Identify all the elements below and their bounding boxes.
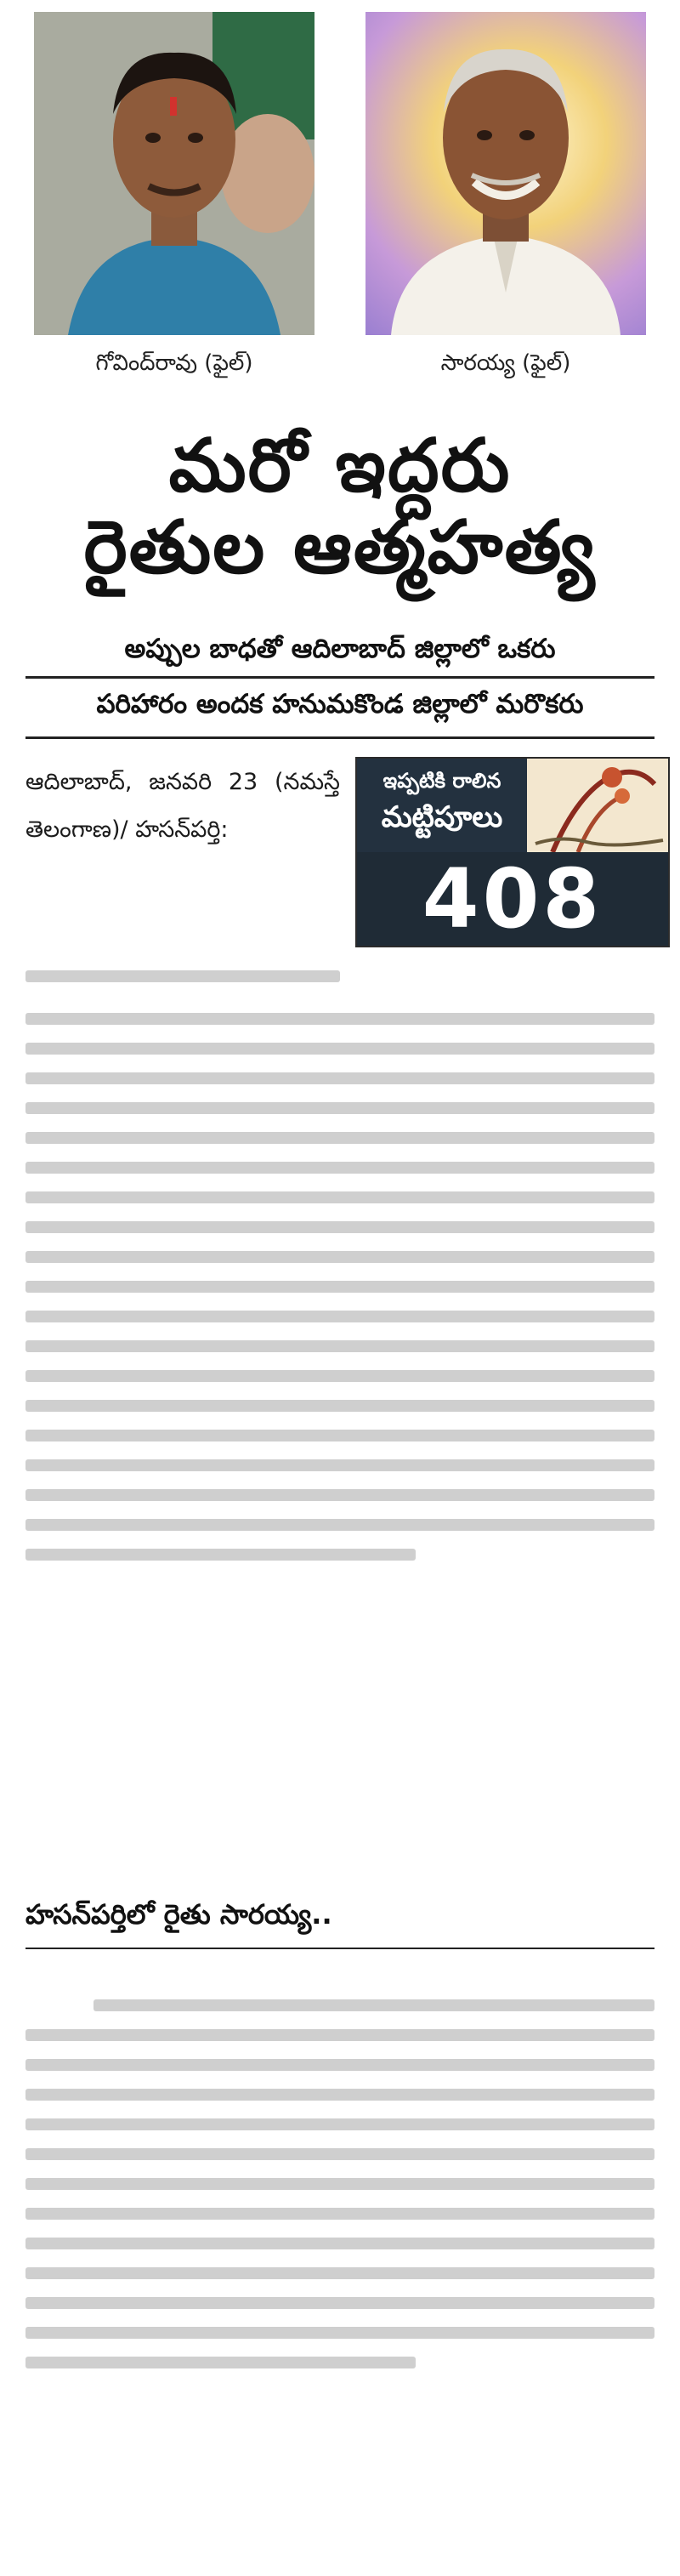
text-line	[26, 1281, 654, 1293]
divider-rule	[26, 1948, 654, 1949]
text-line	[94, 1999, 654, 2011]
text-line	[26, 1043, 654, 1055]
farmer-suicide-count-infobox	[355, 757, 670, 947]
text-line	[26, 970, 340, 982]
portrait-govindrao-image	[34, 12, 314, 335]
text-line	[26, 1459, 654, 1471]
photo-card-govindrao	[34, 12, 314, 412]
text-line	[26, 2327, 654, 2339]
text-line	[26, 2238, 654, 2249]
text-line	[26, 2029, 654, 2041]
text-line	[26, 2118, 654, 2130]
article-text-placeholder-2	[26, 995, 654, 1578]
text-line	[26, 1013, 654, 1025]
text-line	[26, 1191, 654, 1203]
text-line	[26, 1370, 654, 1382]
article-dateline-block	[26, 759, 340, 854]
text-line	[26, 2297, 654, 2309]
headline	[17, 425, 663, 589]
text-line	[26, 1162, 654, 1174]
text-line	[26, 2178, 654, 2190]
text-line	[26, 2059, 654, 2071]
text-line	[26, 2089, 654, 2101]
photo-govindrao	[34, 12, 314, 335]
text-line	[26, 1221, 654, 1233]
text-line	[26, 1311, 654, 1322]
divider-rule	[26, 676, 654, 679]
headline-line-1: మరో ఇద్దరు	[168, 424, 512, 509]
photo-caption-sarayya: సారయ్య (ఫైల్‌)	[440, 350, 571, 376]
infobox-label	[357, 759, 527, 852]
text-line	[26, 2267, 654, 2279]
text-line	[26, 1072, 654, 1084]
wilted-flower-illustration	[527, 759, 668, 852]
section-heading-hasanparthi: హసన్‌పర్తిలో రైతు సారయ్య..	[26, 1898, 332, 1931]
infobox-label-top: ఇప్పటికి రాలిన	[382, 769, 502, 793]
article-dateline: ఆదిలాబాద్‌, జనవరి 23 (నమస్తే తెలంగాణ)/ హసన్‌పర్తి:	[26, 769, 340, 843]
text-line	[26, 1400, 654, 1412]
infobox-artwork	[527, 759, 668, 852]
text-line	[26, 1430, 654, 1442]
infobox-label-bottom: మట్టిపూలు	[381, 800, 503, 834]
text-line	[26, 2148, 654, 2160]
photo-card-sarayya	[366, 12, 646, 412]
text-line	[26, 1519, 654, 1531]
article-text-placeholder-3	[26, 1982, 654, 2386]
text-line	[26, 1251, 654, 1263]
headline-line-2: రైతుల ఆత్మహత్య	[83, 505, 597, 591]
infobox-count: 408	[357, 852, 668, 946]
subheading-adilabad: అప్పుల బాధతో ఆదిలాబాద్‌ జిల్లాలో ఒకరు	[124, 634, 556, 664]
photo-sarayya	[366, 12, 646, 335]
text-line	[26, 1549, 416, 1561]
subheading-hanumakonda: పరిహారం అందక హనుమకొండ జిల్లాలో మరొకరు	[96, 689, 584, 719]
article-text-placeholder-1	[26, 952, 340, 1000]
photo-row	[34, 12, 646, 412]
divider-rule	[26, 736, 654, 739]
photo-caption-govindrao: గోవింద్‌రావు (ఫైల్‌)	[95, 350, 253, 376]
text-line	[26, 2208, 654, 2220]
text-line	[26, 2357, 416, 2368]
text-line	[26, 1489, 654, 1501]
text-line	[26, 1340, 654, 1352]
text-line	[26, 1102, 654, 1114]
portrait-sarayya-image	[366, 12, 646, 335]
text-line	[26, 1132, 654, 1144]
